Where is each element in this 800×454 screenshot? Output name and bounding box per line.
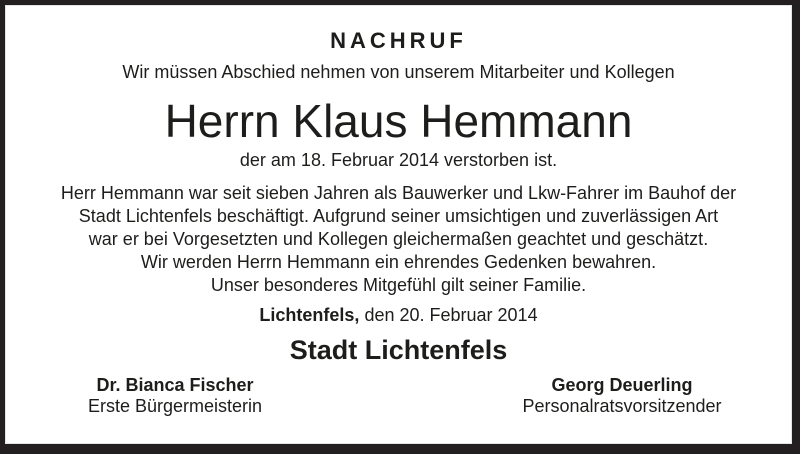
notice-title: NACHRUF	[330, 28, 467, 53]
tribute-line: Wir werden Herrn Hemmann ein ehrendes Gedenken bewahren.	[140, 252, 657, 272]
body-line-2: Stadt Lichtenfels beschäftigt. Aufgrund seiner umsichtigen und zuverlässigen Art	[78, 206, 719, 226]
body-line-1: Herr Hemmann war seit sieben Jahren als Bauwerker und Lkw-Fahrer im Bauhof der	[60, 183, 737, 203]
signature-left-role: Erste Bürgermeisterin	[87, 396, 263, 416]
signature-right-name: Georg Deuerling	[551, 375, 693, 395]
organization-name: Stadt Lichtenfels	[289, 335, 508, 365]
signature-right-role: Personalratsvorsitzender	[522, 396, 722, 416]
dateline	[5, 304, 792, 326]
death-date-line: der am 18. Februar 2014 verstorben ist.	[239, 150, 558, 170]
dateline-date: den 20. Februar 2014	[364, 305, 538, 325]
deceased-name: Herrn Klaus Hemmann	[164, 95, 633, 147]
signature-right	[492, 375, 752, 417]
signature-row	[5, 375, 792, 417]
dateline-place: Lichtenfels,	[259, 305, 360, 325]
condolence-line: Unser besonderes Mitgefühl gilt seiner Familie.	[210, 275, 587, 295]
body-line-3: war er bei Vorgesetzten und Kollegen gleichermaßen geachtet und geschätzt.	[88, 229, 709, 249]
signature-left-name: Dr. Bianca Fischer	[96, 375, 254, 395]
signature-left	[45, 375, 305, 417]
body-paragraph	[5, 182, 792, 251]
intro-line: Wir müssen Abschied nehmen von unserem Mitarbeiter und Kollegen	[122, 62, 675, 82]
